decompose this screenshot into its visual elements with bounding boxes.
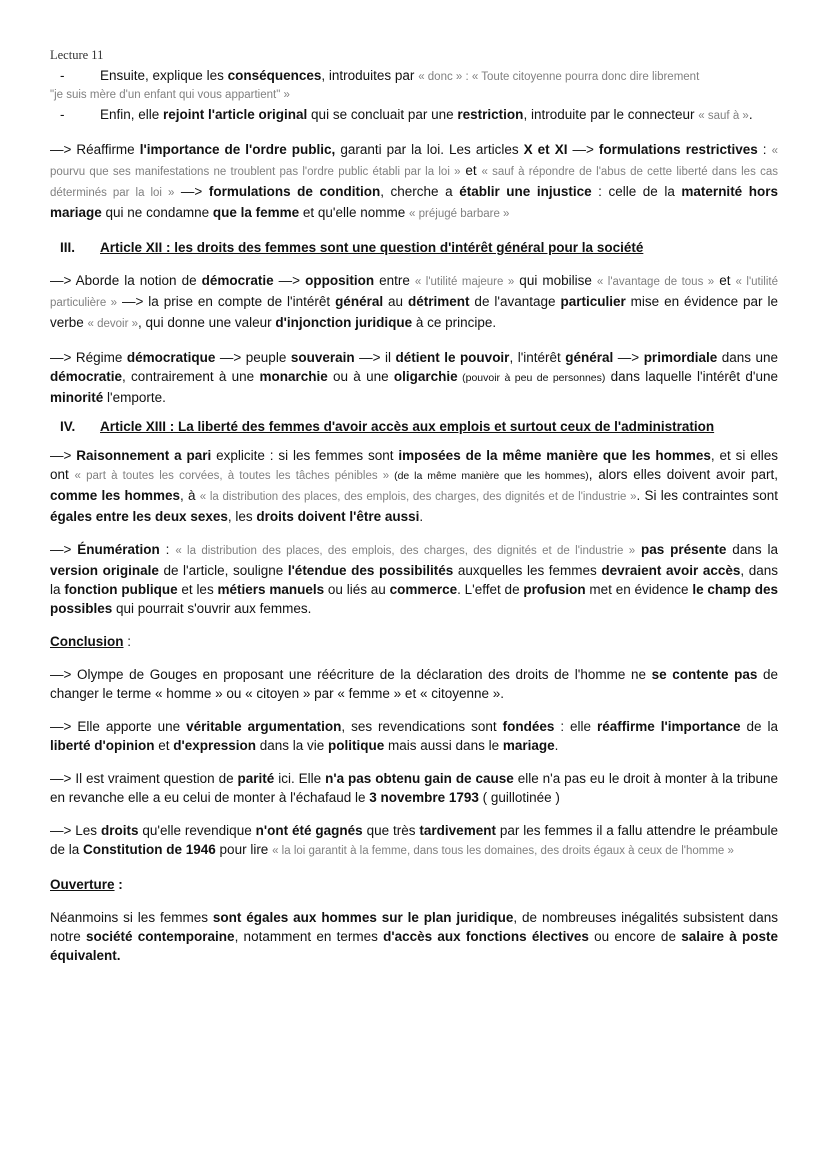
paragraph-ordre-public: —> Réaffirme l'importance de l'ordre public, garanti par la loi. Les articles X et XI —> formulations restrictives : « pourvu que ses manifestations ne troublent pas l'ordre public établi par la loi » et « sauf à répondre de l'abus de cette liberté dans les cas déterminés par la loi » —> formulations de condition, cherche a établir une injustice : celle de la maternité hors mariage qui ne condamne que la femme et qu'elle nomme « préjugé barbare » xyxy=(50,142,779,220)
paragraph-a-pari: —> Raisonnement a pari explicite : si les femmes sont imposées de la même manière que les hommes, et si elles ont « part à toutes les corvées, à toutes les tâches pénibles » (de la même manière que les hommes), alors elles doivent avoir part, comme les hommes, à « la distribution des places, des emplois, des charges, des dignités et de l'industrie ». Si les contraintes sont égales entre les deux sexes, les droits doivent l'être aussi. xyxy=(50,448,779,524)
paragraph-parite: —> Il est vraiment question de parité ici. Elle n'a pas obtenu gain de cause elle n'a pas eu le droit à monter à la tribune en revanche elle a eu celui de monter à l'échafaud le 3 novembre 1793 ( guillotinée ) xyxy=(50,771,778,805)
section-number: III. xyxy=(60,240,76,255)
section-heading-iii xyxy=(50,238,778,257)
paragraph-enumeration: —> Énumération : « la distribution des places, des emplois, des charges, des dignités et de l'industrie » pas présente dans la version originale de l'article, souligne l'étendue des possibilités auxquelles les femmes devraient avoir accès, dans la fonction publique et les métiers manuels ou liés au commerce. L'effet de profusion met en évidence le champ des possibles qui pourrait s'ouvrir aux femmes. xyxy=(50,542,778,616)
conclusion-heading: Conclusion : xyxy=(50,634,132,649)
paragraph-argumentation: —> Elle apporte une véritable argumentation, ses revendications sont fondées : elle réaffirme l'importance de la liberté d'opinion et d'expression dans la vie politique mais aussi dans le mariage. xyxy=(50,719,778,753)
paragraph-regime: —> Régime démocratique —> peuple souverain —> il détient le pouvoir, l'intérêt général —> primordiale dans une démocratie, contrairement à une monarchie ou à une oligarchie (pouvoir à peu de personnes) dans laquelle l'intérêt d'une minorité l'emporte. xyxy=(50,350,779,405)
paragraph-restriction: - Enfin, elle rejoint l'article original qui se concluait par une restriction, introduite par le connecteur « sauf à ». xyxy=(60,107,753,122)
paragraph-droits: —> Les droits qu'elle revendique n'ont été gagnés que très tardivement par les femmes il a fallu attendre le préambule de la Constitution de 1946 pour lire « la loi garantit à la femme, dans tous les domaines, des droits égaux à ceux de l'homme » xyxy=(50,823,778,857)
section-number: IV. xyxy=(60,419,76,434)
paragraph-reecriture: —> Olympe de Gouges en proposant une réécriture de la déclaration des droits de l'homme ne se contente pas de changer le terme « homme » ou « citoyen » par « femme » et « citoyenne ». xyxy=(50,667,778,701)
paragraph-democratie: —> Aborde la notion de démocratie —> opposition entre « l'utilité majeure » qui mobilise « l'avantage de tous » et « l'utilité particulière » —> la prise en compte de l'intérêt général au détriment de l'avantage particulier mise en évidence par le verbe « devoir », qui donne une valeur d'injonction juridique à ce principe. xyxy=(50,273,778,330)
quote-continuation: "je suis mère d'un enfant qui vous appartient" » xyxy=(50,89,290,101)
ouverture-heading: Ouverture : xyxy=(50,877,123,892)
page-header: Lecture 11 xyxy=(50,48,104,62)
section-heading-iv xyxy=(50,417,778,436)
paragraph-consequences: - Ensuite, explique les conséquences, introduites par « donc » : « Toute citoyenne pourra donc dire librement xyxy=(60,68,700,83)
section-title: Article XIII : La liberté des femmes d'avoir accès aux emplois et surtout ceux de l'administration xyxy=(100,419,715,434)
section-title: Article XII : les droits des femmes sont une question d'intérêt général pour la société xyxy=(100,240,644,255)
paragraph-ouverture: Néanmoins si les femmes sont égales aux hommes sur le plan juridique, de nombreuses inégalités subsistent dans notre société contemporaine, notamment en termes d'accès aux fonctions électives ou encore de salaire à poste équivalent. xyxy=(50,910,779,963)
